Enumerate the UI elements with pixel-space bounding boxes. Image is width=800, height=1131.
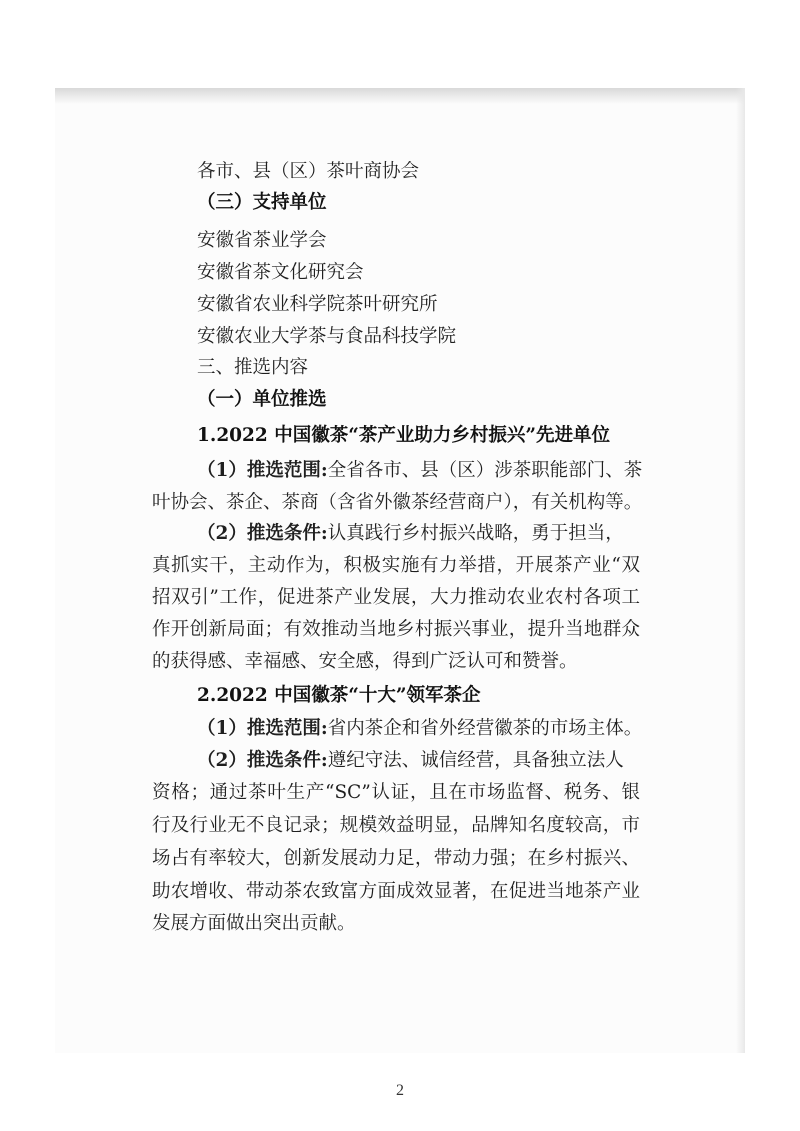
- label-selection-criteria: （2）推选条件:: [197, 523, 328, 544]
- section-heading-selection-content: 三、推选内容: [197, 357, 309, 378]
- paragraph-line: 招双引”工作，促进茶产业发展，大力推动农业农村各项工: [152, 587, 640, 608]
- paragraph-text: 认真践行乡村振兴战略，勇于担当，: [327, 523, 624, 544]
- paragraph-1-1-first-line: [197, 457, 642, 485]
- paragraph-line: 行及行业无不良记录；规模效益明显，品牌知名度较高，市: [152, 815, 640, 836]
- paragraph-line: 真抓实干，主动作为，积极实施有力举措，开展茶产业“双: [152, 555, 640, 576]
- subsection-heading-unit-selection: （一）单位推选: [197, 389, 327, 410]
- paragraph-text: 全省各市、县（区）涉茶职能部门、茶: [327, 460, 643, 481]
- label-selection-scope: （1）推选范围:: [197, 718, 328, 739]
- item-heading-leading-tea-enterprises: 2.2022 中国徽茶“十大”领军茶企: [197, 685, 481, 706]
- paragraph-line: 发展方面做出突出贡献。: [152, 913, 356, 934]
- scan-top-shadow: [55, 88, 745, 104]
- text-line-associations: 各市、县（区）茶叶商协会: [197, 161, 420, 182]
- label-selection-scope: （1）推选范围:: [197, 460, 328, 481]
- section-heading-support-units: （三）支持单位: [197, 192, 327, 213]
- paragraph-line: 叶协会、茶企、茶商（含省外徽茶经营商户），有关机构等。: [152, 492, 643, 513]
- paragraph-2-1-first-line: [197, 715, 642, 743]
- text-line-support-unit-3: 安徽省农业科学院茶叶研究所: [197, 294, 438, 315]
- paragraph-2-2-first-line: [197, 747, 624, 775]
- paragraph-text: 省内茶企和省外经营徽茶的市场主体。: [327, 718, 643, 739]
- text-line-support-unit-1: 安徽省茶业学会: [197, 230, 327, 251]
- paragraph-1-2-first-line: [197, 520, 624, 548]
- paragraph-line: 助农增收、带动茶农致富方面成效显著，在促进当地茶产业: [152, 881, 640, 902]
- paragraph-line: 场占有率较大，创新发展动力足，带动力强；在乡村振兴、: [152, 848, 640, 869]
- scan-right-shadow: [736, 88, 745, 1053]
- text-line-support-unit-2: 安徽省茶文化研究会: [197, 262, 364, 283]
- paragraph-text: 遵纪守法、诚信经营，具备独立法人: [327, 750, 624, 771]
- label-selection-criteria: （2）推选条件:: [197, 750, 328, 771]
- text-line-support-unit-4: 安徽农业大学茶与食品科技学院: [197, 326, 457, 347]
- item-heading-advanced-units: 1.2022 中国徽茶“茶产业助力乡村振兴”先进单位: [197, 425, 611, 446]
- page-number: 2: [396, 1082, 404, 1099]
- paragraph-line: 资格；通过茶叶生产“SC”认证，且在市场监督、税务、银: [152, 782, 640, 803]
- paragraph-line: 作开创新局面；有效推动当地乡村振兴事业，提升当地群众: [152, 619, 640, 640]
- paragraph-line: 的获得感、幸福感、安全感，得到广泛认可和赞誉。: [152, 651, 578, 672]
